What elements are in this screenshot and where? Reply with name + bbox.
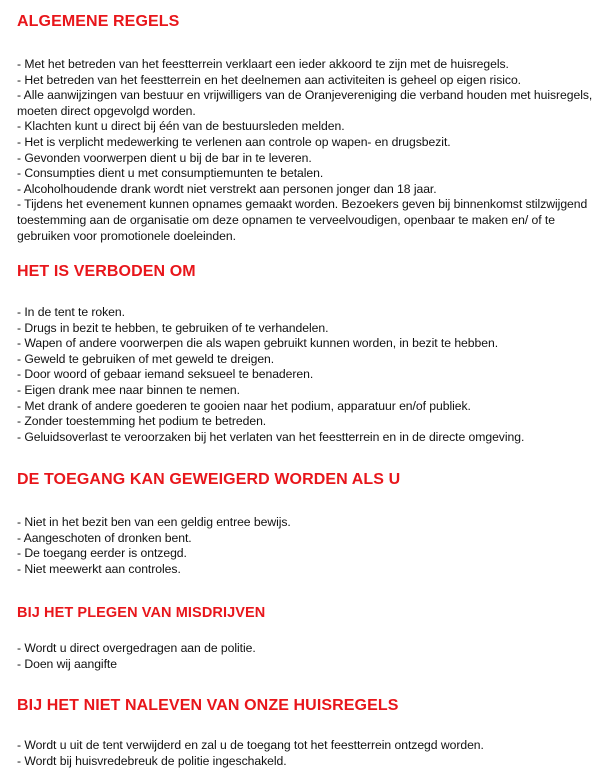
list-item: - Tijdens het evenement kunnen opnames gemaakt worden. Bezoekers geven bij binnenkomst stilzwijgend toestemming aan de organisatie om deze opnamen te verveelvoudigen, openbaar te maken en/ of te gebruiken voor promotionele doeleinden. <box>17 197 588 243</box>
list-item: - Niet meewerkt aan controles. <box>17 561 181 576</box>
list-item: - Alcoholhoudende drank wordt niet verstrekt aan personen jonger dan 18 jaar. <box>17 181 437 196</box>
section-crimes <box>17 603 607 672</box>
list-item: - Zonder toestemming het podium te betreden. <box>17 414 267 429</box>
list-item: - Wordt u direct overgedragen aan de politie. <box>17 641 256 655</box>
list-item: - Het betreden van het feestterrein en het deelnemen aan activiteiten is geheel op eigen risico. <box>17 72 522 87</box>
section-access-denied <box>17 470 607 577</box>
list-item: - In de tent te roken. <box>17 305 125 319</box>
list-item: - Met drank of andere goederen te gooien naar het podium, apparatuur en/of publiek. <box>17 398 471 413</box>
list-item: - Drugs in bezit te hebben, te gebruiken of te verhandelen. <box>17 320 329 335</box>
list-item: - Gevonden voorwerpen dient u bij de bar in te leveren. <box>17 150 312 165</box>
rules-list <box>17 515 607 577</box>
section-prohibited <box>17 262 607 445</box>
list-item: - Wapen of andere voorwerpen die als wapen gebruikt kunnen worden, in bezit te hebben. <box>17 336 499 351</box>
rules-list <box>17 738 607 769</box>
list-item: - Alle aanwijzingen van bestuur en vrijwilligers van de Oranjevereniging die verband houden met huisregels, moeten direct opgevolgd worden. <box>17 88 593 118</box>
section-heading: HET IS VERBODEN OM <box>17 263 196 280</box>
section-heading: DE TOEGANG KAN GEWEIGERD WORDEN ALS U <box>17 471 401 488</box>
list-item: - Consumpties dient u met consumptiemunten te betalen. <box>17 166 324 181</box>
section-general-rules <box>17 12 607 244</box>
list-item: - De toegang eerder is ontzegd. <box>17 546 187 561</box>
list-item: - Het is verplicht medewerking te verlenen aan controle op wapen- en drugsbezit. <box>17 134 451 149</box>
section-heading: BIJ HET NIET NALEVEN VAN ONZE HUISREGELS <box>17 697 399 714</box>
list-item: - Doen wij aangifte <box>17 656 117 671</box>
list-item: - Wordt bij huisvredebreuk de politie ingeschakeld. <box>17 753 287 768</box>
section-non-compliance <box>17 696 607 769</box>
list-item: - Niet in het bezit ben van een geldig entree bewijs. <box>17 515 291 529</box>
list-item: - Aangeschoten of dronken bent. <box>17 530 192 545</box>
list-item: - Klachten kunt u direct bij één van de bestuursleden melden. <box>17 119 345 134</box>
list-item: - Wordt u uit de tent verwijderd en zal u de toegang tot het feestterrein ontzegd worden. <box>17 738 484 752</box>
list-item: - Geluidsoverlast te veroorzaken bij het verlaten van het feestterrein en in de directe omgeving. <box>17 429 525 444</box>
list-item: - Met het betreden van het feestterrein verklaart een ieder akkoord te zijn met de huisregels. <box>17 57 509 71</box>
list-item: - Door woord of gebaar iemand seksueel te benaderen. <box>17 367 314 382</box>
rules-list <box>17 305 607 445</box>
rules-list <box>17 641 607 672</box>
list-item: - Eigen drank mee naar binnen te nemen. <box>17 382 240 397</box>
section-heading: BIJ HET PLEGEN VAN MISDRIJVEN <box>17 605 266 621</box>
list-item: - Geweld te gebruiken of met geweld te dreigen. <box>17 351 275 366</box>
rules-list <box>17 57 607 244</box>
section-heading: ALGEMENE REGELS <box>17 13 180 30</box>
